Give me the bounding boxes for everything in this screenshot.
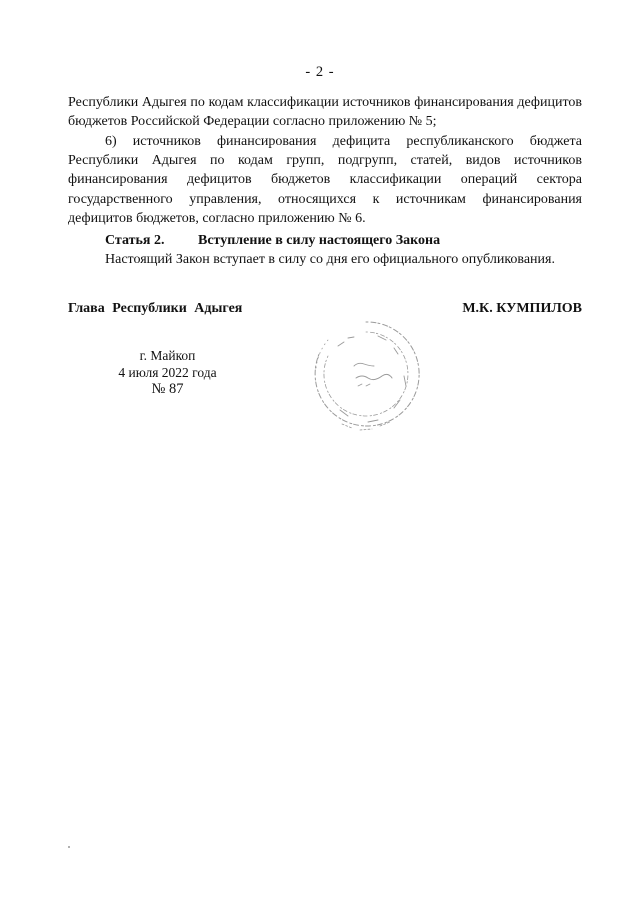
article-title: Вступление в силу настоящего Закона (198, 233, 441, 248)
city: г. Майкоп (139, 348, 196, 363)
signature-title: Глава Республики Адыгея (68, 301, 243, 316)
scan-dot-mark (68, 846, 70, 848)
article-heading (105, 233, 440, 249)
paragraph-item-6: 6) источников финансирования дефицита республиканского бюджета Республики Адыгея по кодам групп, подгрупп, статей, видов источников финансирования дефицитов бюджетов классификации операций сектора государственного управления, относящихся к источникам финансирования дефицитов бюджетов, согласно приложению № 6. (68, 134, 582, 226)
article-text: Настоящий Закон вступает в силу со дня его официального опубликования. (105, 252, 555, 267)
article-number: Статья 2. (105, 233, 165, 248)
law-number: № 87 (151, 381, 184, 397)
date: 4 июля 2022 года (118, 365, 217, 380)
place-date-block (100, 347, 235, 398)
signature-name: М.К. КУМПИЛОВ (462, 301, 582, 316)
official-seal-stamp (308, 316, 424, 434)
page-number: - 2 - (305, 64, 335, 80)
paragraph-continuation: Республики Адыгея по кодам классификации источников финансирования дефицитов бюджетов Российской Федерации согласно приложению № 5; (68, 95, 582, 130)
